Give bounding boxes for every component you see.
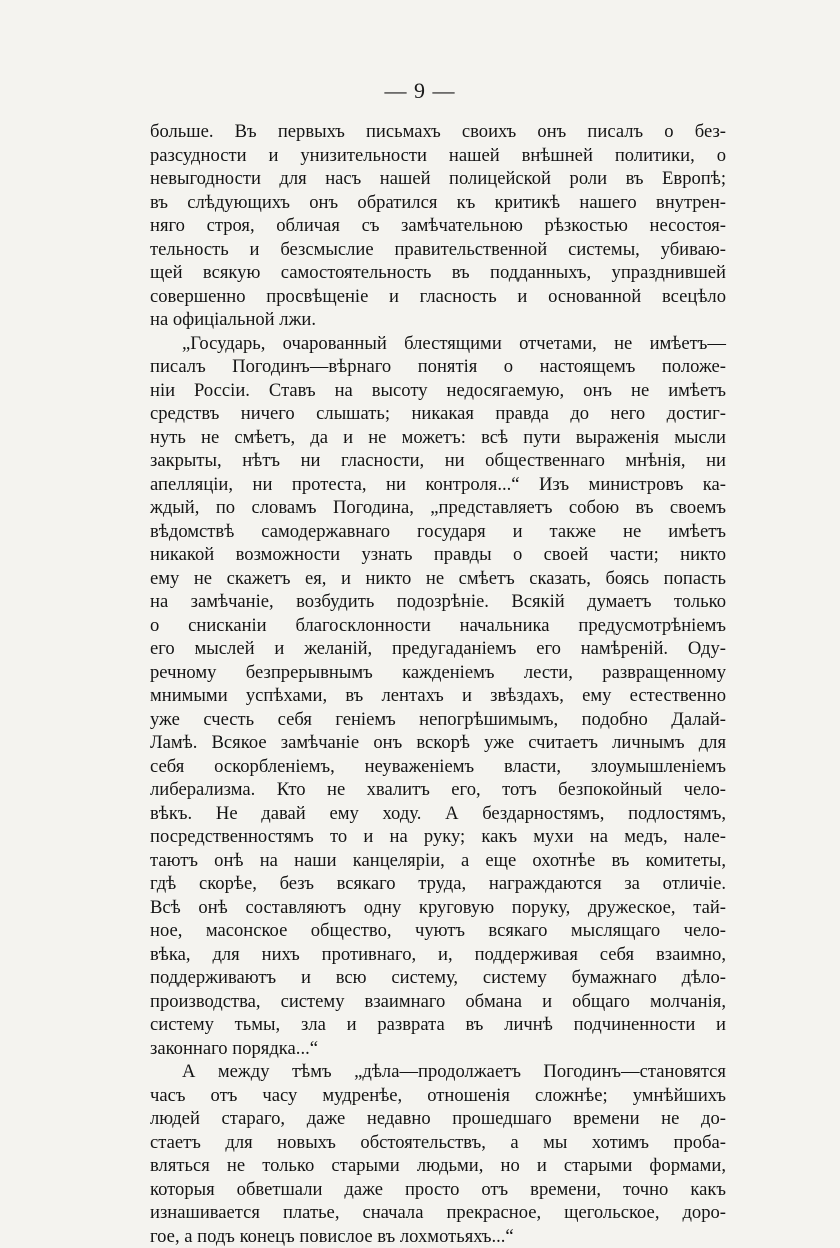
text-line: о снисканіи благосклонности начальника предусмотрѣніемъ	[150, 614, 726, 638]
text-line: Ламѣ. Всякое замѣчаніе онъ вскорѣ уже считаетъ личнымъ для	[150, 731, 726, 755]
text-line: его мыслей и желаній, предугаданіемъ его намѣреній. Оду-	[150, 637, 726, 661]
text-line: няго строя, обличая съ замѣчательною рѣзкостью несостоя-	[150, 214, 726, 238]
text-line: нуть не смѣетъ, да и не можетъ: всѣ пути выраженія мысли	[150, 426, 726, 450]
text-line: либерализма. Кто не хвалитъ его, тотъ безпокойный чело-	[150, 778, 726, 802]
text-line: закрыты, нѣтъ ни гласности, ни общественнаго мнѣнія, ни	[150, 449, 726, 473]
paragraph	[150, 332, 726, 1061]
text-line: вляться не только старыми людьми, но и старыми формами,	[150, 1154, 726, 1178]
text-line: вѣкъ. Не давай ему ходу. А бездарностямъ, подлостямъ,	[150, 802, 726, 826]
text-line: речному безпрерывнымъ кажденіемъ лести, развращенному	[150, 661, 726, 685]
text-line: людей стараго, даже недавно прошедшаго времени не до-	[150, 1107, 726, 1131]
text-line: посредственностямъ то и на руку; какъ мухи на медъ, нале-	[150, 825, 726, 849]
text-line: на замѣчаніе, возбудить подозрѣніе. Всякій думаетъ только	[150, 590, 726, 614]
text-line: себя оскорбленіемъ, неуваженіемъ власти, злоумышленіемъ	[150, 755, 726, 779]
text-line: которыя обветшали даже просто отъ времени, точно какъ	[150, 1178, 726, 1202]
text-line: законнаго порядка...“	[150, 1037, 726, 1061]
paragraph	[150, 1060, 726, 1248]
text-line: писалъ Погодинъ—вѣрнаго понятія о настоящемъ положе-	[150, 355, 726, 379]
text-line: производства, систему взаимнаго обмана и общаго молчанія,	[150, 990, 726, 1014]
text-line: вѣдомствѣ самодержавнаго государя и также не имѣетъ	[150, 520, 726, 544]
text-line: поддерживаютъ и всю систему, систему бумажнаго дѣло-	[150, 966, 726, 990]
text-line: больше. Въ первыхъ письмахъ своихъ онъ писалъ о без-	[150, 120, 726, 144]
text-line: въ слѣдующихъ онъ обратился къ критикѣ нашего внутрен-	[150, 191, 726, 215]
paragraph	[150, 120, 726, 332]
text-line: апелляціи, ни протеста, ни контроля...“ Изъ министровъ ка-	[150, 473, 726, 497]
text-line: тельность и безсмыслие правительственной системы, убиваю-	[150, 238, 726, 262]
text-line: разсудности и унизительности нашей внѣшней политики, о	[150, 144, 726, 168]
text-line: таютъ онѣ на наши канцеляріи, а еще охотнѣе въ комитеты,	[150, 849, 726, 873]
text-line: совершенно просвѣщеніе и гласность и основанной всецѣло	[150, 285, 726, 309]
text-line: невыгодности для насъ нашей полицейской роли въ Европѣ;	[150, 167, 726, 191]
text-line: ему не скажетъ ея, и никто не смѣетъ сказать, боясь попасть	[150, 567, 726, 591]
text-line: гое, а подъ конецъ повислое въ лохмотьяхъ...“	[150, 1225, 726, 1248]
text-line: изнашивается платье, сначала прекрасное, щегольское, доро-	[150, 1201, 726, 1225]
text-line: средствъ ничего слышать; никакая правда до него достиг-	[150, 402, 726, 426]
text-line: часъ отъ часу мудренѣе, отношенія сложнѣе; умнѣйшихъ	[150, 1084, 726, 1108]
text-line: „Государь, очарованный блестящими отчетами, не имѣетъ—	[150, 332, 726, 356]
page-number: — 9 —	[0, 78, 840, 104]
text-line: стаетъ для новыхъ обстоятельствъ, а мы хотимъ проба-	[150, 1131, 726, 1155]
text-line: Всѣ онѣ составляютъ одну круговую поруку, дружеское, тай-	[150, 896, 726, 920]
text-line: вѣка, для нихъ противнаго, и, поддерживая себя взаимно,	[150, 943, 726, 967]
text-line: ждый, по словамъ Погодина, „представляетъ собою въ своемъ	[150, 496, 726, 520]
text-line: ніи Россіи. Ставъ на высоту недосягаемую, онъ не имѣетъ	[150, 379, 726, 403]
text-line: гдѣ скорѣе, безъ всякаго труда, награждаются за отличіе.	[150, 872, 726, 896]
text-line: ное, масонское общество, чуютъ всякаго мыслящаго чело-	[150, 919, 726, 943]
text-line: на офиціальной лжи.	[150, 308, 726, 332]
text-line: никакой возможности узнать правды о своей части; никто	[150, 543, 726, 567]
text-line: мнимыми успѣхами, въ лентахъ и звѣздахъ, ему естественно	[150, 684, 726, 708]
text-line: систему тьмы, зла и разврата въ личнѣ подчиненности и	[150, 1013, 726, 1037]
body-text	[150, 120, 726, 1248]
text-line: уже счесть себя геніемъ непогрѣшимымъ, подобно Далай-	[150, 708, 726, 732]
text-line: А между тѣмъ „дѣла—продолжаетъ Погодинъ—становятся	[150, 1060, 726, 1084]
text-line: щей всякую самостоятельность въ подданныхъ, упразднившей	[150, 261, 726, 285]
